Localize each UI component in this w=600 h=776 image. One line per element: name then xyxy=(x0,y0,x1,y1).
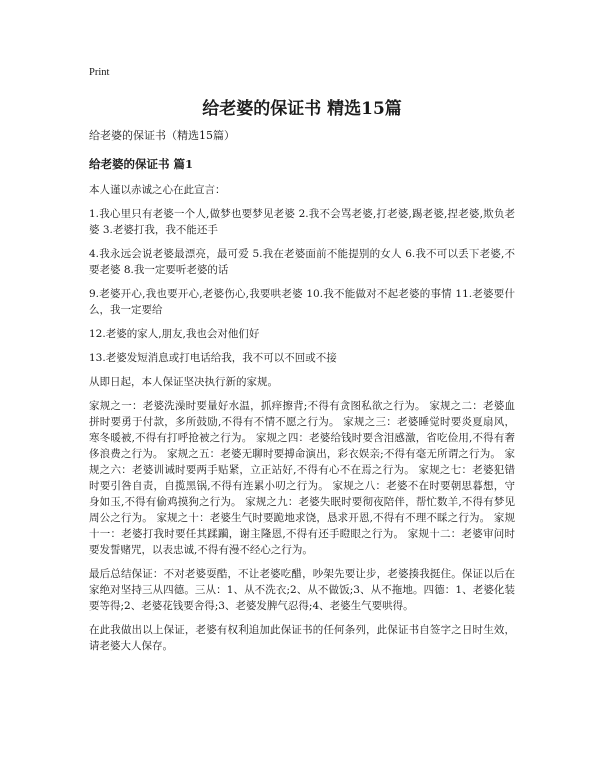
paragraph-house-rules: 家规之一：老婆洗澡时要量好水温，抓痒擦背;不得有贪图私欲之行为。 家规之二：老婆血拼时要勇于付款，多所鼓励,不得有不情不愿之行为。 家规之三：老婆睡觉时要炎夏扇风，寒冬暖被,不得有打呼抢被之行为。 家规之四：老婆给钱时要含泪感激，省吃俭用,不得有奢侈浪费之行为。 家规之五：老婆无聊时要搏命演出，彩衣娱亲;不得有毫无所谓之行为。 家规之六：老婆训诫时要两手贴紧，立正站好,不得有心不在焉之行为。 家规之七：老婆犯错时要引咎自责，自揽黑锅,不得有连累小叨之行为。 家规之八：老婆不在时要朝思暮想，守身如玉,不得有偷鸡摸狗之行为。 家规之九：老婆失眠时要彻夜陪伴，帮忙数羊,不得有梦见周公之行为。 家规之十：老婆生气时要跪地求饶，恳求开恩,不得有不理不睬之行为。 家规十一：老婆打我时要任其蹂躏，谢主隆恩,不得有还手瞪眼之行为。 家规十二：老婆审问时要发誓赌咒，以表忠诚,不得有漫不经心之行为。 xyxy=(89,400,515,556)
document-title: 给老婆的保证书 精选15篇 xyxy=(202,99,402,119)
paragraph-pledges-1: 1.我心里只有老婆一个人,做梦也要梦见老婆 2.我不会骂老婆,打老婆,踢老婆,捏老婆,欺负老婆 3.老婆打我，我不能还手 xyxy=(89,208,515,236)
print-label: Print xyxy=(89,67,110,78)
section-title: 给老婆的保证书 篇1 xyxy=(89,157,194,171)
paragraph-intro: 本人谨以赤诚之心在此宣言： xyxy=(89,184,226,196)
paragraph-pledges-5: 13.老婆发短消息或打电话给我，我不可以不回或不接 xyxy=(89,352,337,364)
document-page xyxy=(89,66,515,662)
paragraph-house-rules-intro: 从即日起，本人保证坚决执行新的家规。 xyxy=(89,376,278,388)
paragraph-pledges-3: 9.老婆开心,我也要开心,老婆伤心,我要哄老婆 10.我不能做对不起老婆的事情 11.老婆要什么，我一定要给 xyxy=(89,288,515,316)
paragraph-pledges-4: 12.老婆的家人,朋友,我也会对他们好 xyxy=(89,328,260,340)
paragraph-pledges-2: 4.我永远会说老婆最漂亮，最可爱 5.我在老婆面前不能提别的女人 6.我不可以丢下老婆,不要老婆 8.我一定要听老婆的话 xyxy=(89,248,515,276)
document-subtitle: 给老婆的保证书（精选15篇） xyxy=(89,129,235,142)
paragraph-summary: 最后总结保证：不对老婆耍酷，不让老婆吃醋，吵架先要让步，老婆揍我挺住。保证以后在家绝对坚持三从四德。三从：1、从不洗衣;2、从不做饭;3、从不拖地。四德：1、老婆化装要等得;2、老婆花钱要舍得;3、老婆发脾气忍得;4、老婆生气要哄得。 xyxy=(89,568,515,612)
paragraph-closing: 在此我做出以上保证，老婆有权利追加此保证书的任何条列，此保证书自签字之日时生效，请老婆大人保存。 xyxy=(89,624,515,652)
